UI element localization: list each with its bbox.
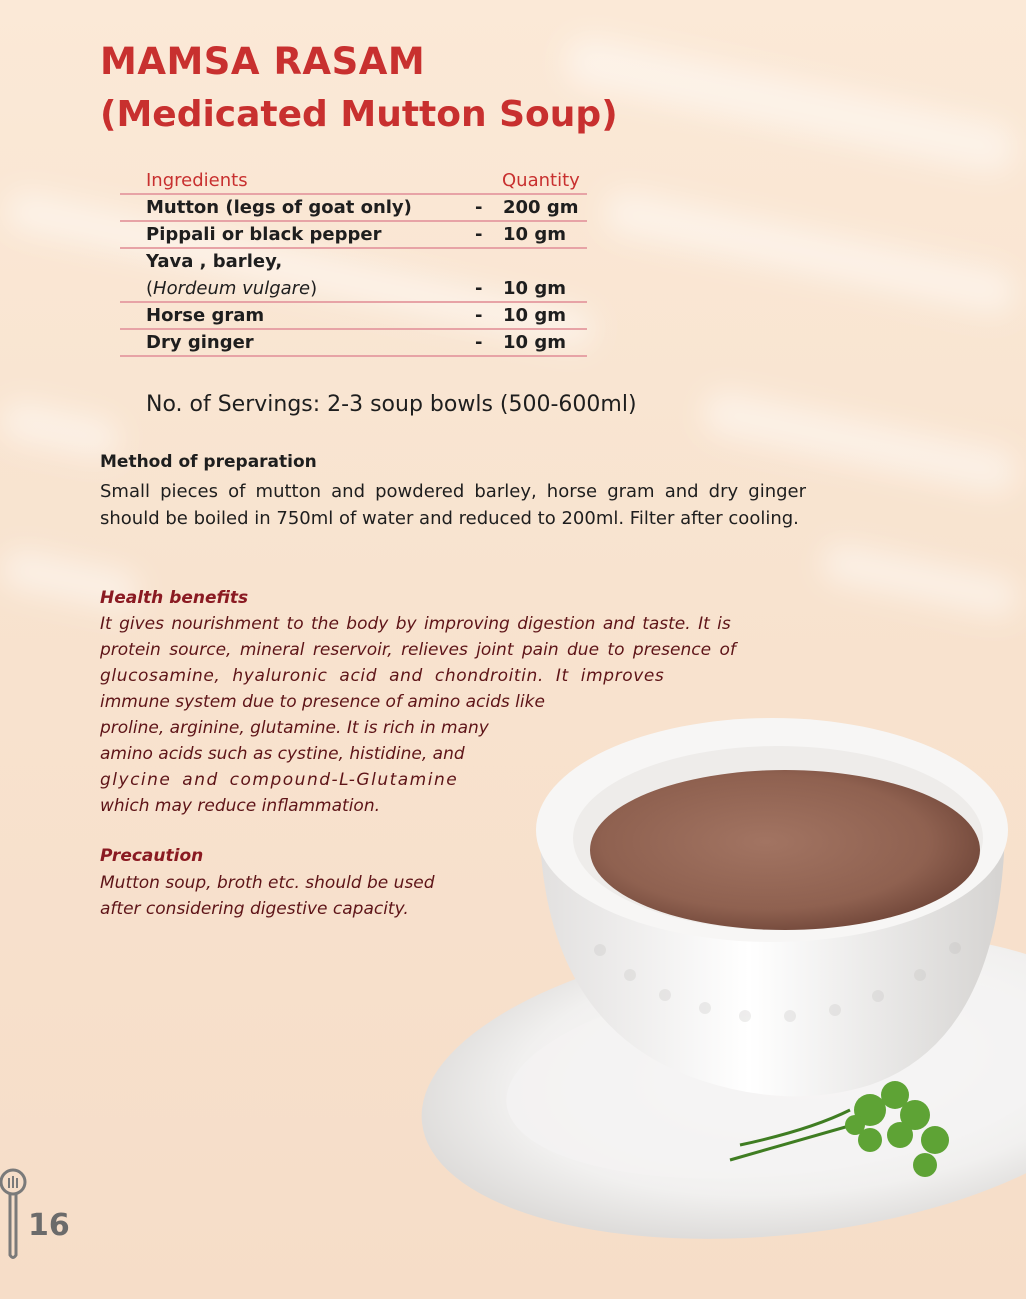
ingredient-scientific-name: (Hordeum vulgare) bbox=[146, 278, 318, 299]
ingredient-row bbox=[120, 303, 590, 330]
ingredient-name: Dry ginger bbox=[146, 332, 254, 353]
recipe-title: MAMSA RASAM bbox=[100, 40, 426, 83]
method-text: Small pieces of mutton and powdered barley, horse gram and dry ginger should be boiled in 750ml of water and reduced to 200ml. Filter after cooling. bbox=[100, 481, 806, 529]
ingredient-dash: - bbox=[475, 197, 483, 218]
ingredient-row bbox=[120, 222, 590, 249]
ingredient-row bbox=[120, 249, 590, 276]
soup-bowl-image bbox=[400, 690, 1026, 1250]
page-number: 16 bbox=[28, 1208, 70, 1243]
ingredients-header-row bbox=[120, 168, 590, 195]
health-benefits-line: amino acids such as cystine, histidine, and bbox=[100, 744, 465, 764]
ingredient-dash: - bbox=[475, 332, 483, 353]
ingredient-name: Horse gram bbox=[146, 305, 265, 326]
ingredient-dash: - bbox=[475, 224, 483, 245]
health-benefits-heading: Health benefits bbox=[100, 588, 249, 608]
method-heading: Method of preparation bbox=[100, 452, 317, 472]
ingredient-quantity: 10 gm bbox=[503, 305, 566, 326]
ingredients-header: Ingredients bbox=[146, 170, 248, 191]
precaution-line: Mutton soup, broth etc. should be used bbox=[100, 873, 435, 893]
health-benefits-line: It gives nourishment to the body by improving digestion and taste. It is bbox=[100, 614, 731, 634]
health-benefits-line: immune system due to presence of amino acids like bbox=[100, 692, 545, 712]
ingredient-dash: - bbox=[475, 278, 483, 299]
ingredient-quantity: 10 gm bbox=[503, 278, 566, 299]
health-benefits-line: glycine and compound-L-Glutamine bbox=[100, 770, 459, 790]
table-rule bbox=[120, 355, 587, 357]
health-benefits-line: proline, arginine, glutamine. It is rich in many bbox=[100, 718, 489, 738]
health-benefits-line: glucosamine, hyaluronic acid and chondroitin. It improves bbox=[100, 666, 665, 686]
ingredient-row bbox=[120, 195, 590, 222]
ingredient-name: Mutton (legs of goat only) bbox=[146, 197, 412, 218]
recipe-subtitle: (Medicated Mutton Soup) bbox=[100, 94, 618, 135]
ingredient-quantity: 10 gm bbox=[503, 332, 566, 353]
precaution-heading: Precaution bbox=[100, 846, 204, 866]
health-benefits-line: which may reduce inflammation. bbox=[100, 796, 380, 816]
ingredients-table bbox=[120, 168, 590, 357]
ingredient-dash: - bbox=[475, 305, 483, 326]
ingredient-quantity: 10 gm bbox=[503, 224, 566, 245]
servings-text: No. of Servings: 2-3 soup bowls (500-600ml) bbox=[146, 392, 637, 417]
health-benefits-line: protein source, mineral reservoir, relieves joint pain due to presence of bbox=[100, 640, 736, 660]
ingredient-quantity: 200 gm bbox=[503, 197, 579, 218]
quantity-header: Quantity bbox=[502, 170, 580, 191]
ingredient-name: Yava , barley, bbox=[146, 251, 283, 272]
ingredient-row bbox=[120, 330, 590, 357]
precaution-line: after considering digestive capacity. bbox=[100, 899, 409, 919]
ingredient-row bbox=[120, 276, 590, 303]
ingredient-name: Pippali or black pepper bbox=[146, 224, 382, 245]
